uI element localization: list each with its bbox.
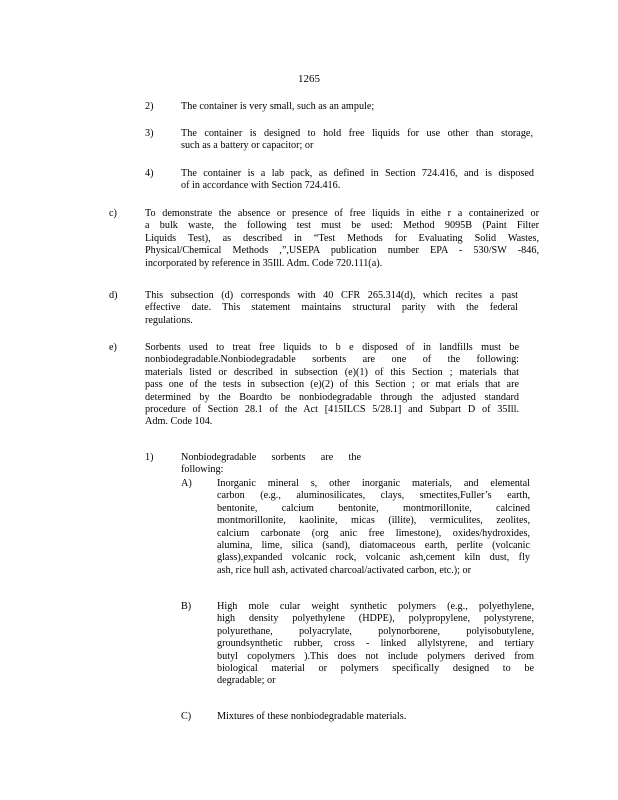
item-text <box>217 478 530 577</box>
item-text <box>181 128 533 153</box>
text-line: biological material or polymers specifically designed to be <box>217 663 534 675</box>
item-label: d) <box>109 290 118 301</box>
text-line: The container is a lab pack, as defined in Section 724.416, and is disposed <box>181 168 534 179</box>
text-line: alumina, lime, silica (sand), diatomaceous earth, perlite (volcanic <box>217 540 530 552</box>
item-text <box>145 290 518 327</box>
text-line: ash, rice hull ash, activated charcoal/activated carbon, etc.); or <box>217 564 471 576</box>
page-number: 1265 <box>298 73 320 85</box>
text-line: of in accordance with Section 724.416. <box>181 180 341 192</box>
item-label: C) <box>181 711 192 722</box>
text-line: Inorganic mineral s, other inorganic materials, and elemental <box>217 478 530 489</box>
text-line: incorporated by reference in 35Ill. Adm. Code 720.111(a). <box>145 257 383 269</box>
text-line: Sorbents used to treat free liquids to b e disposed of in landfills must be <box>145 342 519 353</box>
text-line: This subsection (d) corresponds with 40 CFR 265.314(d), which recites a past <box>145 290 518 301</box>
text-line: Physical/Chemical Methods ,”,USEPA publication number EPA - 530/SW -846, <box>145 245 539 257</box>
text-line: materials listed or described in subsection (e)(1) of this Section ; materials that <box>145 366 519 378</box>
text-line: Nonbiodegradable sorbents are the following: <box>181 452 361 476</box>
item-label: 3) <box>145 128 154 139</box>
text-line: nonbiodegradable.Nonbiodegradable sorbents are one of the following: <box>145 354 519 366</box>
item-label: c) <box>109 208 117 219</box>
item-text <box>181 101 514 113</box>
text-line: groundsynthetic rubber, cross - linked allylstyrene, and tertiary <box>217 638 534 650</box>
item-label: 4) <box>145 168 154 179</box>
text-line: degradable; or <box>217 675 276 687</box>
text-line: Mixtures of these nonbiodegradable materials. <box>217 711 407 722</box>
text-line: The container is designed to hold free liquids for use other than storage, <box>181 128 533 139</box>
text-line: such as a battery or capacitor; or <box>181 140 314 152</box>
text-line: high density polyethylene (HDPE), polypropylene, polystyrene, <box>217 613 534 625</box>
text-line: bentonite, calcium bentonite, montmorillonite, calcined <box>217 502 530 514</box>
text-line: a bulk waste, the following test must be used: Method 9095B (Paint Filter <box>145 220 539 232</box>
text-line: butyl copolymers ).This does not include polymers derived from <box>217 650 534 662</box>
item-label: A) <box>181 478 192 489</box>
text-line: To demonstrate the absence or presence of free liquids in eithe r a containerized or <box>145 208 539 219</box>
text-line: effective date. This statement maintains structural parity with the federal <box>145 302 518 314</box>
text-line: glass),expanded volcanic rock, volcanic ash,cement kiln dust, fly <box>217 552 530 564</box>
item-label: 2) <box>145 101 154 112</box>
item-text <box>181 168 534 193</box>
item-text <box>145 208 539 270</box>
text-line: procedure of Section 28.1 of the Act [415ILCS 5/28.1] and Subpart D of 35Ill. <box>145 404 519 416</box>
text-line: The container is very small, such as an ampule; <box>181 101 375 112</box>
text-line: pass one of the tests in subsection (e)(2) of this Section ; or mat erials that are <box>145 379 519 391</box>
text-line: calcium carbonate (org anic free limestone), oxides/hydroxides, <box>217 527 530 539</box>
item-label: 1) <box>145 452 154 463</box>
item-text <box>181 452 361 477</box>
item-text <box>217 711 432 723</box>
text-line: Adm. Code 104. <box>145 416 213 428</box>
text-line: montmorillonite, kaolinite, micas (illite), vermiculites, zeolites, <box>217 515 530 527</box>
text-line: polyurethane, polyacrylate, polynorborene, polyisobutylene, <box>217 625 534 637</box>
text-line: carbon (e.g., aluminosilicates, clays, smectites,Fuller’s earth, <box>217 490 530 502</box>
item-text <box>145 342 519 429</box>
item-text <box>217 601 534 688</box>
text-line: High mole cular weight synthetic polymers (e.g., polyethylene, <box>217 601 534 612</box>
item-label: e) <box>109 342 117 353</box>
text-line: Liquids Test), as described in “Test Methods for Evaluating Solid Wastes, <box>145 232 539 244</box>
text-line: regulations. <box>145 314 193 326</box>
text-line: determined by the Boardto be nonbiodegradable through the adjusted standard <box>145 391 519 403</box>
item-label: B) <box>181 601 192 612</box>
